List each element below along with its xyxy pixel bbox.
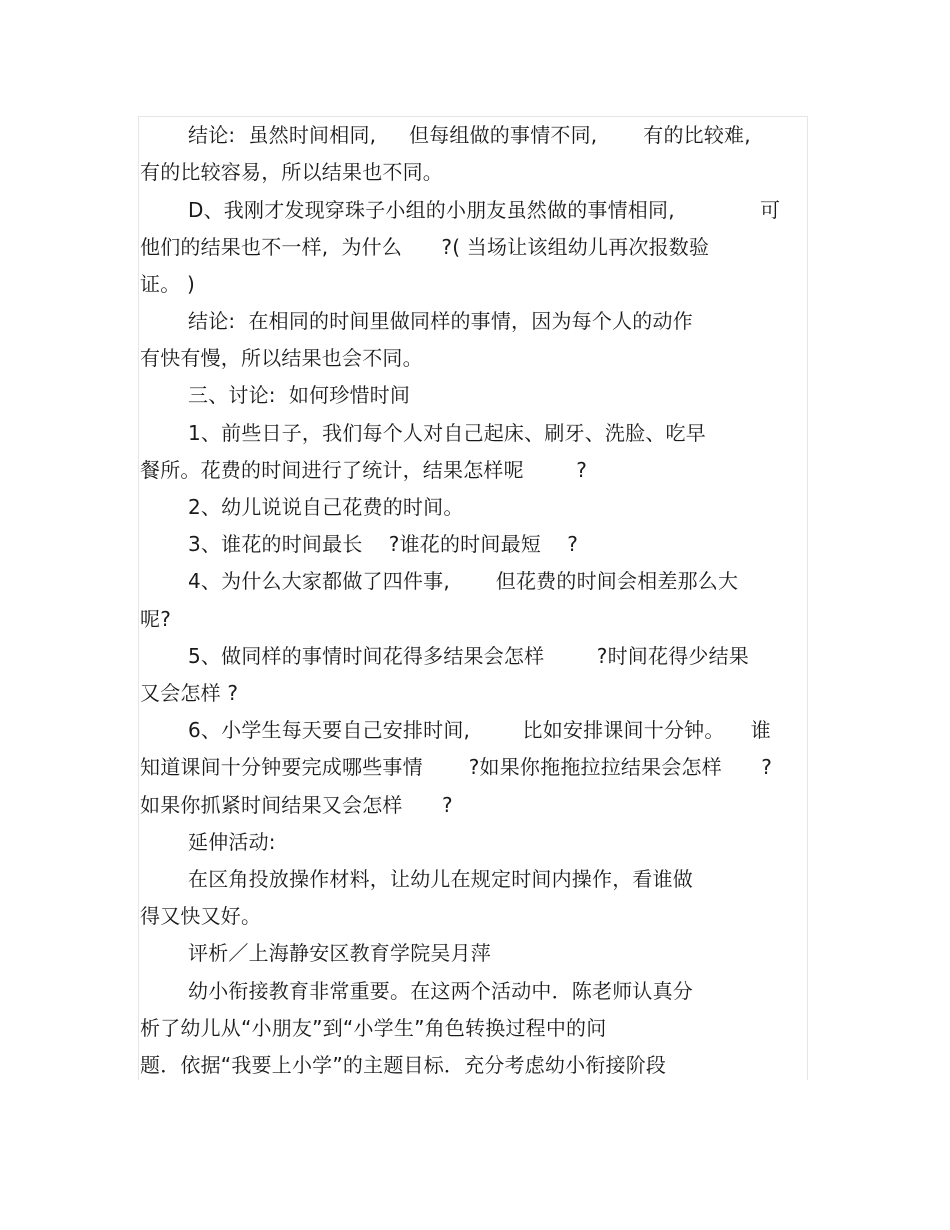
text-line: 结论: 在相同的时间里做同样的事情，因为每个人的动作 — [188, 309, 693, 333]
text-line: 知道课间十分钟要完成哪些事情 ?如果你拖拖拉拉结果会怎样 ? — [140, 755, 773, 779]
text-line: 又会怎样 ? — [140, 681, 239, 705]
text-line: 题．依据“我要上小学”的主题目标．充分考虑幼小衔接阶段 — [140, 1053, 667, 1077]
text-line: 幼小衔接教育非常重要。在这两个活动中．陈老师认真分 — [188, 979, 693, 1003]
text-line: D、我刚才发现穿珠子小组的小朋友虽然做的事情相同, 可 — [188, 198, 781, 222]
text-line: 得又快又好。 — [140, 904, 262, 928]
text-line: 4、为什么大家都做了四件事, 但花费的时间会相差那么大 — [188, 569, 739, 593]
text-line: 餐所。花费的时间进行了统计，结果怎样呢 ? — [140, 458, 588, 482]
text-line: 5、做同样的事情时间花得多结果会怎样 ?时间花得少结果 — [188, 644, 749, 668]
text-line: 有的比较容易，所以结果也不同。 — [140, 160, 443, 184]
text-line: 3、谁花的时间最长 ?谁花的时间最短 ? — [188, 532, 579, 556]
text-line: 2、幼儿说说自己花费的时间。 — [188, 495, 464, 519]
text-line: 析了幼儿从“小朋友”到“小学生”角色转换过程中的问 — [140, 1016, 607, 1040]
text-line: 结论: 虽然时间相同, 但每组做的事情不同, 有的比较难, — [188, 123, 751, 147]
text-line: 6、小学生每天要自己安排时间, 比如安排课间十分钟。 谁 — [188, 718, 771, 742]
text-line: 1、前些日子，我们每个人对自己起床、刷牙、洗脸、吃早 — [188, 421, 706, 445]
text-line: 有快有慢，所以结果也会不同。 — [140, 346, 423, 370]
text-line: 证。 ) — [140, 272, 195, 296]
text-line: 呢? — [140, 607, 172, 631]
text-line: 在区角投放操作材料，让幼儿在规定时间内操作，看谁做 — [188, 867, 693, 891]
text-line: 评析／上海静安区教育学院吴月萍 — [188, 941, 491, 965]
section-heading: 三、讨论: 如何珍惜时间 — [188, 383, 411, 407]
text-line: 如果你抓紧时间结果又会怎样 ? — [140, 793, 453, 817]
section-heading: 延伸活动: — [188, 830, 276, 854]
text-line: 他们的结果也不一样, 为什么 ?( 当场让该组幼儿再次报数验 — [140, 235, 710, 259]
